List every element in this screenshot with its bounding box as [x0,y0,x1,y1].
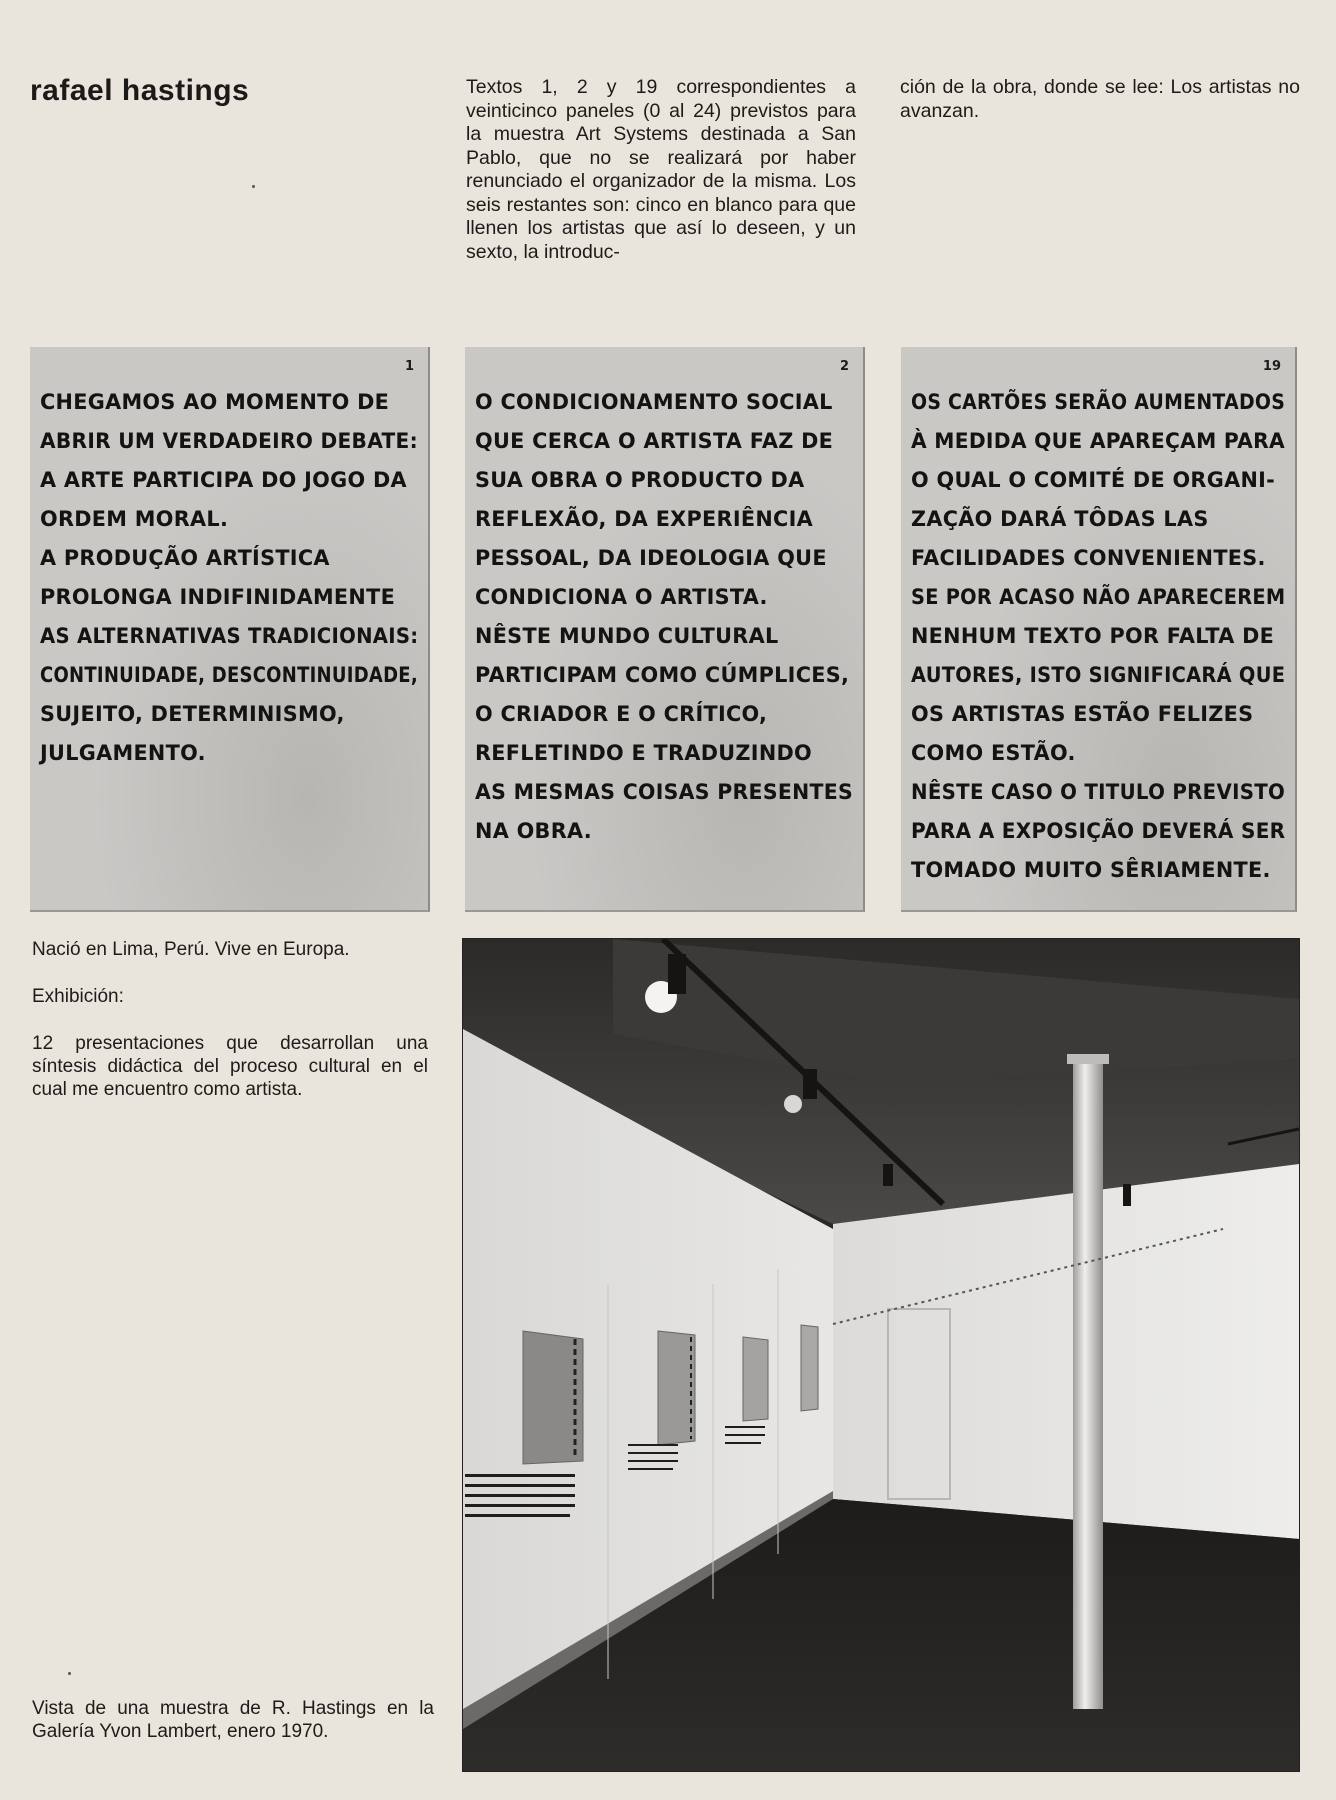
panel-line: À MEDIDA QUE APAREÇAM PARA [911,429,1285,453]
panel-text [40,383,422,773]
panel-line: CONDICIONA O ARTISTA. [475,585,768,609]
panel-line: AUTORES, ISTO SIGNIFICARÁ QUE [911,663,1286,687]
panel-line: CHEGAMOS AO MOMENTO DE [40,390,390,414]
panel-line: TOMADO MUITO SÊRIAMENTE. [911,858,1271,882]
panel-line: OS ARTISTAS ESTÃO FELIZES [911,702,1254,726]
exhibition-label: Exhibición: [32,986,124,1007]
panel-line: QUE CERCA O ARTISTA FAZ DE [475,429,834,453]
panel-line: SUA OBRA O PRODUCTO DA [475,468,805,492]
panel-line: PARA A EXPOSIÇÃO DEVERÁ SER [911,819,1286,843]
panel-line: AS MESMAS COISAS PRESENTES [475,780,854,804]
panel-line: SE POR ACASO NÃO APARECEREM [911,585,1286,609]
panel-line: A PRODUÇÃO ARTÍSTICA [40,546,330,570]
panel-line: REFLETINDO E TRADUZINDO [475,741,813,765]
print-speck [252,185,255,188]
artist-name-heading: rafael hastings [30,74,250,107]
panel-line: O CONDICIONAMENTO SOCIAL [475,390,833,414]
panel-number: 19 [1262,359,1281,374]
handwritten-panel-19 [901,347,1297,912]
panel-number: 2 [839,359,849,374]
panel-line: SUJEITO, DETERMINISMO, [40,702,345,726]
exhibition-description: 12 presentaciones que desarrollan una síntesis didáctica del proceso cultural en el cual me encuentro como artista. [32,1033,428,1100]
panel-number: 1 [404,359,414,374]
panel-line: O QUAL O COMITÉ DE ORGANI- [911,468,1276,492]
panel-line: NÊSTE CASO O TITULO PREVISTO [911,780,1286,804]
panel-line: PROLONGA INDIFINIDAMENTE [40,585,396,609]
panel-line: PESSOAL, DA IDEOLOGIA QUE [475,546,827,570]
panel-line: AS ALTERNATIVAS TRADICIONAIS: [40,624,419,648]
artist-origin: Nació en Lima, Perú. Vive en Europa. [32,939,350,960]
panel-line: NÊSTE MUNDO CULTURAL [475,624,779,648]
panel-line: O CRIADOR E O CRÍTICO, [475,702,768,726]
panel-line: OS CARTÕES SERÃO AUMENTADOS [911,390,1286,414]
panel-line: NENHUM TEXTO POR FALTA DE [911,624,1275,648]
panel-line: ABRIR UM VERDADEIRO DEBATE: [40,429,418,453]
panel-line: COMO ESTÃO. [911,741,1076,765]
panel-line: NA OBRA. [475,819,592,843]
panel-text [475,383,857,851]
gallery-photo [462,938,1300,1772]
panel-line: FACILIDADES CONVENIENTES. [911,546,1266,570]
panel-line: JULGAMENTO. [40,741,206,765]
panel-line: CONTINUIDADE, DESCONTINUIDADE, [40,663,418,687]
panel-text [911,383,1289,890]
panel-line: ORDEM MORAL. [40,507,229,531]
handwritten-panel-2 [465,347,865,912]
panel-line: REFLEXÃO, DA EXPERIÊNCIA [475,507,813,531]
gallery-photo-illustration [463,939,1299,1771]
intro-text-column-2: ción de la obra, donde se lee: Los artistas no avanzan. [900,76,1300,122]
intro-text-column-1: Textos 1, 2 y 19 correspondientes a veinticinco paneles (0 al 24) previstos para la muestra Art Systems destinada a San Pablo, que no se realizará por haber renunciado el organizador de la misma. Los seis restantes son: cinco en blanco para que llenen los artistas que así lo deseen, y un sexto, la introduc- [466,76,856,263]
panel-line: PARTICIPAM COMO CÚMPLICES, [475,663,850,687]
photo-caption: Vista de una muestra de R. Hastings en la Galería Yvon Lambert, enero 1970. [32,1698,434,1742]
panel-line: ZAÇÃO DARÁ TÔDAS LAS [911,507,1209,531]
handwritten-panel-1 [30,347,430,912]
print-speck [68,1672,71,1675]
panel-line: A ARTE PARTICIPA DO JOGO DA [40,468,407,492]
